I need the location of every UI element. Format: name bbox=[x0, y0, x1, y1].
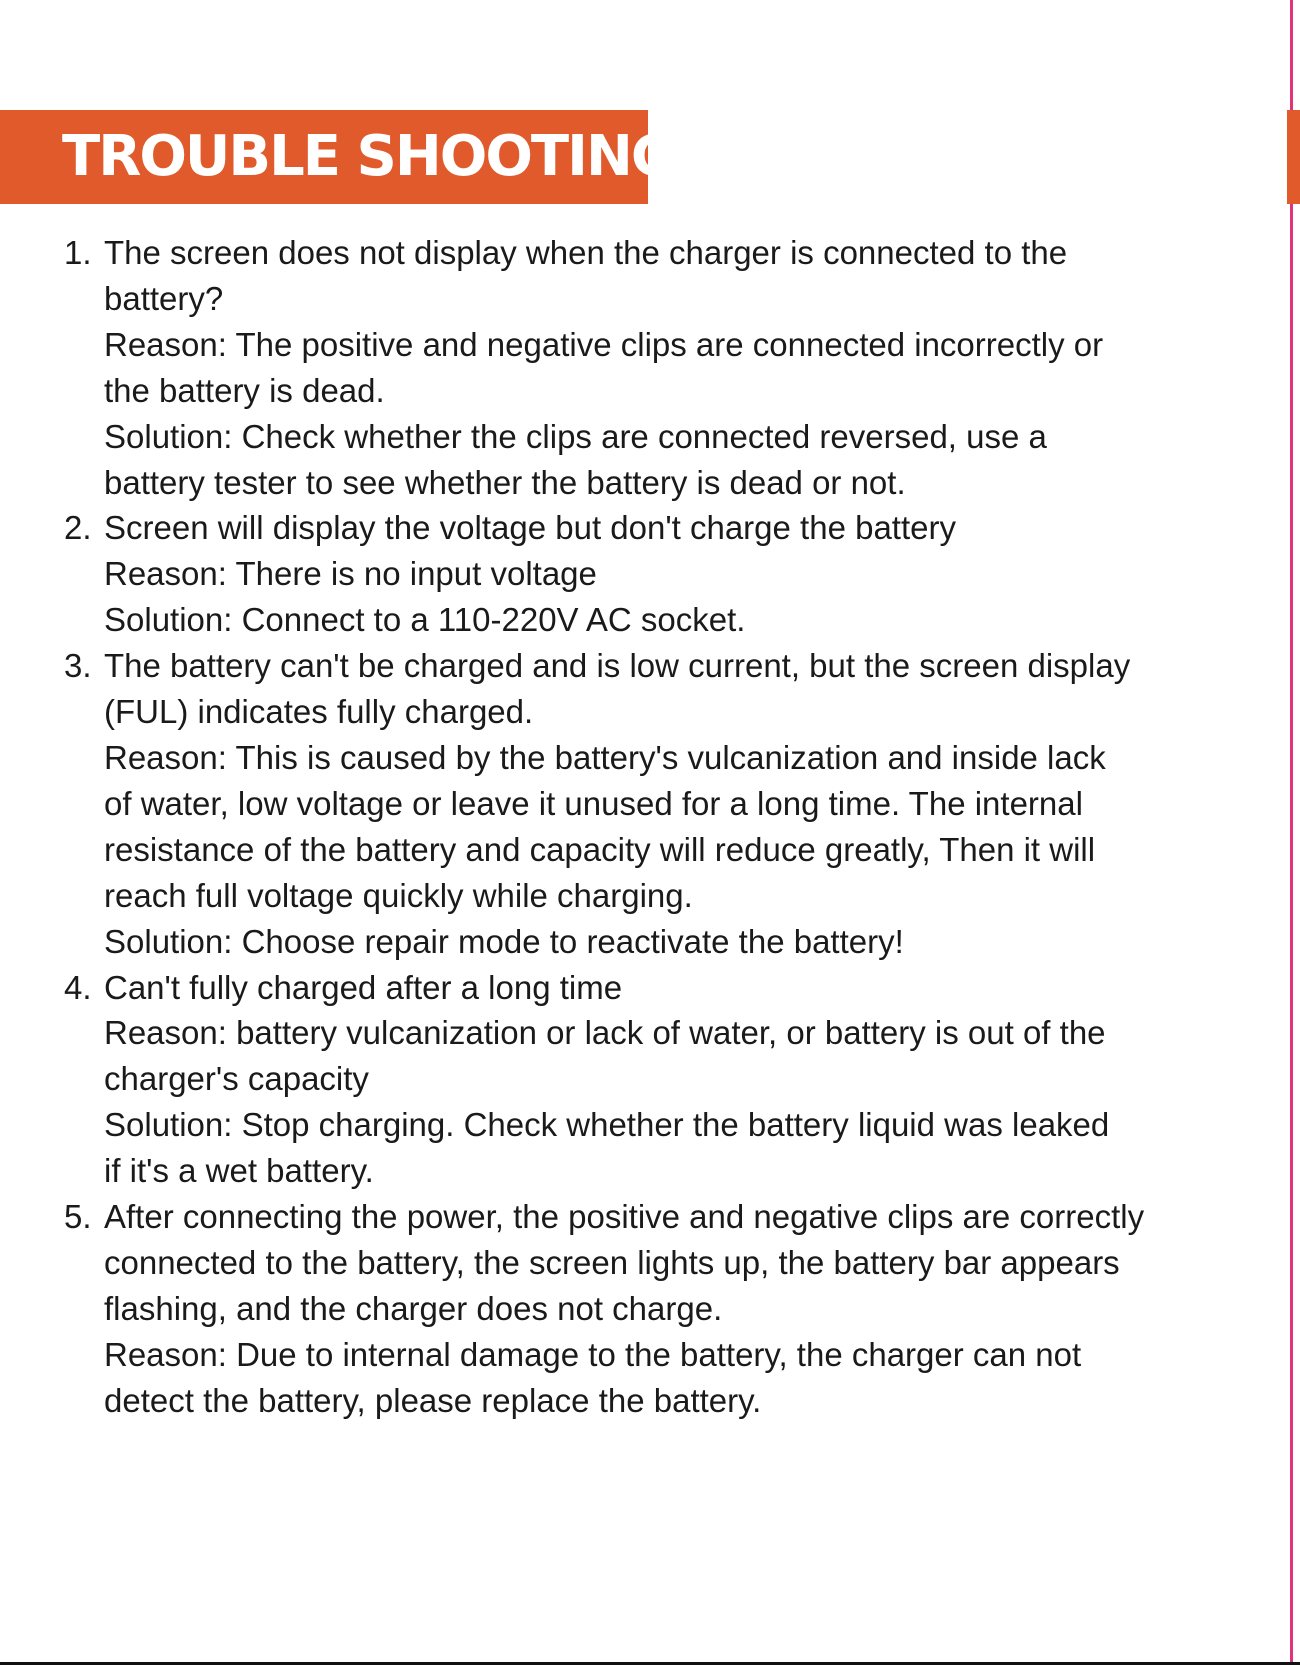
item-number: 1. bbox=[64, 234, 92, 271]
item-number: 2. bbox=[64, 509, 92, 547]
item-question: (FUL) indicates fully charged. bbox=[104, 693, 534, 731]
list-item bbox=[0, 1194, 1260, 1424]
item-reason: detect the battery, please replace the battery. bbox=[104, 1381, 762, 1419]
right-edge-tab bbox=[1287, 110, 1300, 204]
list-item bbox=[0, 643, 1260, 964]
page-title: TROUBLE SHOOTING bbox=[62, 124, 675, 189]
troubleshooting-list bbox=[0, 230, 1260, 1424]
item-reason: Reason: battery vulcanization or lack of water, or battery is out of the bbox=[104, 1014, 1106, 1052]
item-question: Can't fully charged after a long time bbox=[104, 968, 623, 1006]
list-item bbox=[0, 230, 1260, 505]
item-solution: if it's a wet battery. bbox=[104, 1152, 374, 1190]
item-reason: charger's capacity bbox=[104, 1060, 369, 1098]
item-reason: of water, low voltage or leave it unused for a long time. The internal bbox=[104, 784, 1083, 822]
item-number: 3. bbox=[64, 647, 92, 685]
item-reason: Reason: There is no input voltage bbox=[104, 555, 597, 593]
list-item bbox=[0, 505, 1260, 643]
item-reason: the battery is dead. bbox=[104, 371, 385, 409]
item-question: The battery can't be charged and is low current, but the screen display bbox=[104, 647, 1131, 685]
item-question: battery? bbox=[104, 279, 224, 317]
item-number: 5. bbox=[64, 1198, 92, 1236]
item-question: connected to the battery, the screen lights up, the battery bar appears bbox=[104, 1243, 1120, 1281]
item-question: The screen does not display when the charger is connected to the bbox=[104, 234, 1068, 271]
item-solution: Solution: Check whether the clips are connected reversed, use a bbox=[104, 417, 1047, 455]
list-item bbox=[0, 965, 1260, 1195]
right-edge-rule bbox=[1290, 0, 1293, 1665]
item-question: After connecting the power, the positive and negative clips are correctly bbox=[104, 1198, 1145, 1236]
section-header-bar bbox=[0, 110, 675, 204]
item-number: 4. bbox=[64, 968, 92, 1006]
item-solution: battery tester to see whether the battery is dead or not. bbox=[104, 463, 906, 501]
item-reason: Reason: The positive and negative clips are connected incorrectly or bbox=[104, 325, 1104, 363]
item-question: flashing, and the charger does not charge. bbox=[104, 1289, 723, 1327]
item-question: Screen will display the voltage but don't charge the battery bbox=[104, 509, 956, 547]
item-reason: resistance of the battery and capacity will reduce greatly, Then it will bbox=[104, 830, 1096, 868]
item-solution: Solution: Connect to a 110-220V AC socket. bbox=[104, 601, 746, 639]
item-solution: Solution: Choose repair mode to reactivate the battery! bbox=[104, 922, 904, 960]
item-reason: Reason: Due to internal damage to the battery, the charger can not bbox=[104, 1335, 1082, 1373]
item-solution: Solution: Stop charging. Check whether the battery liquid was leaked bbox=[104, 1106, 1110, 1144]
item-reason: reach full voltage quickly while charging. bbox=[104, 876, 693, 914]
item-reason: Reason: This is caused by the battery's vulcanization and inside lack bbox=[104, 738, 1106, 776]
